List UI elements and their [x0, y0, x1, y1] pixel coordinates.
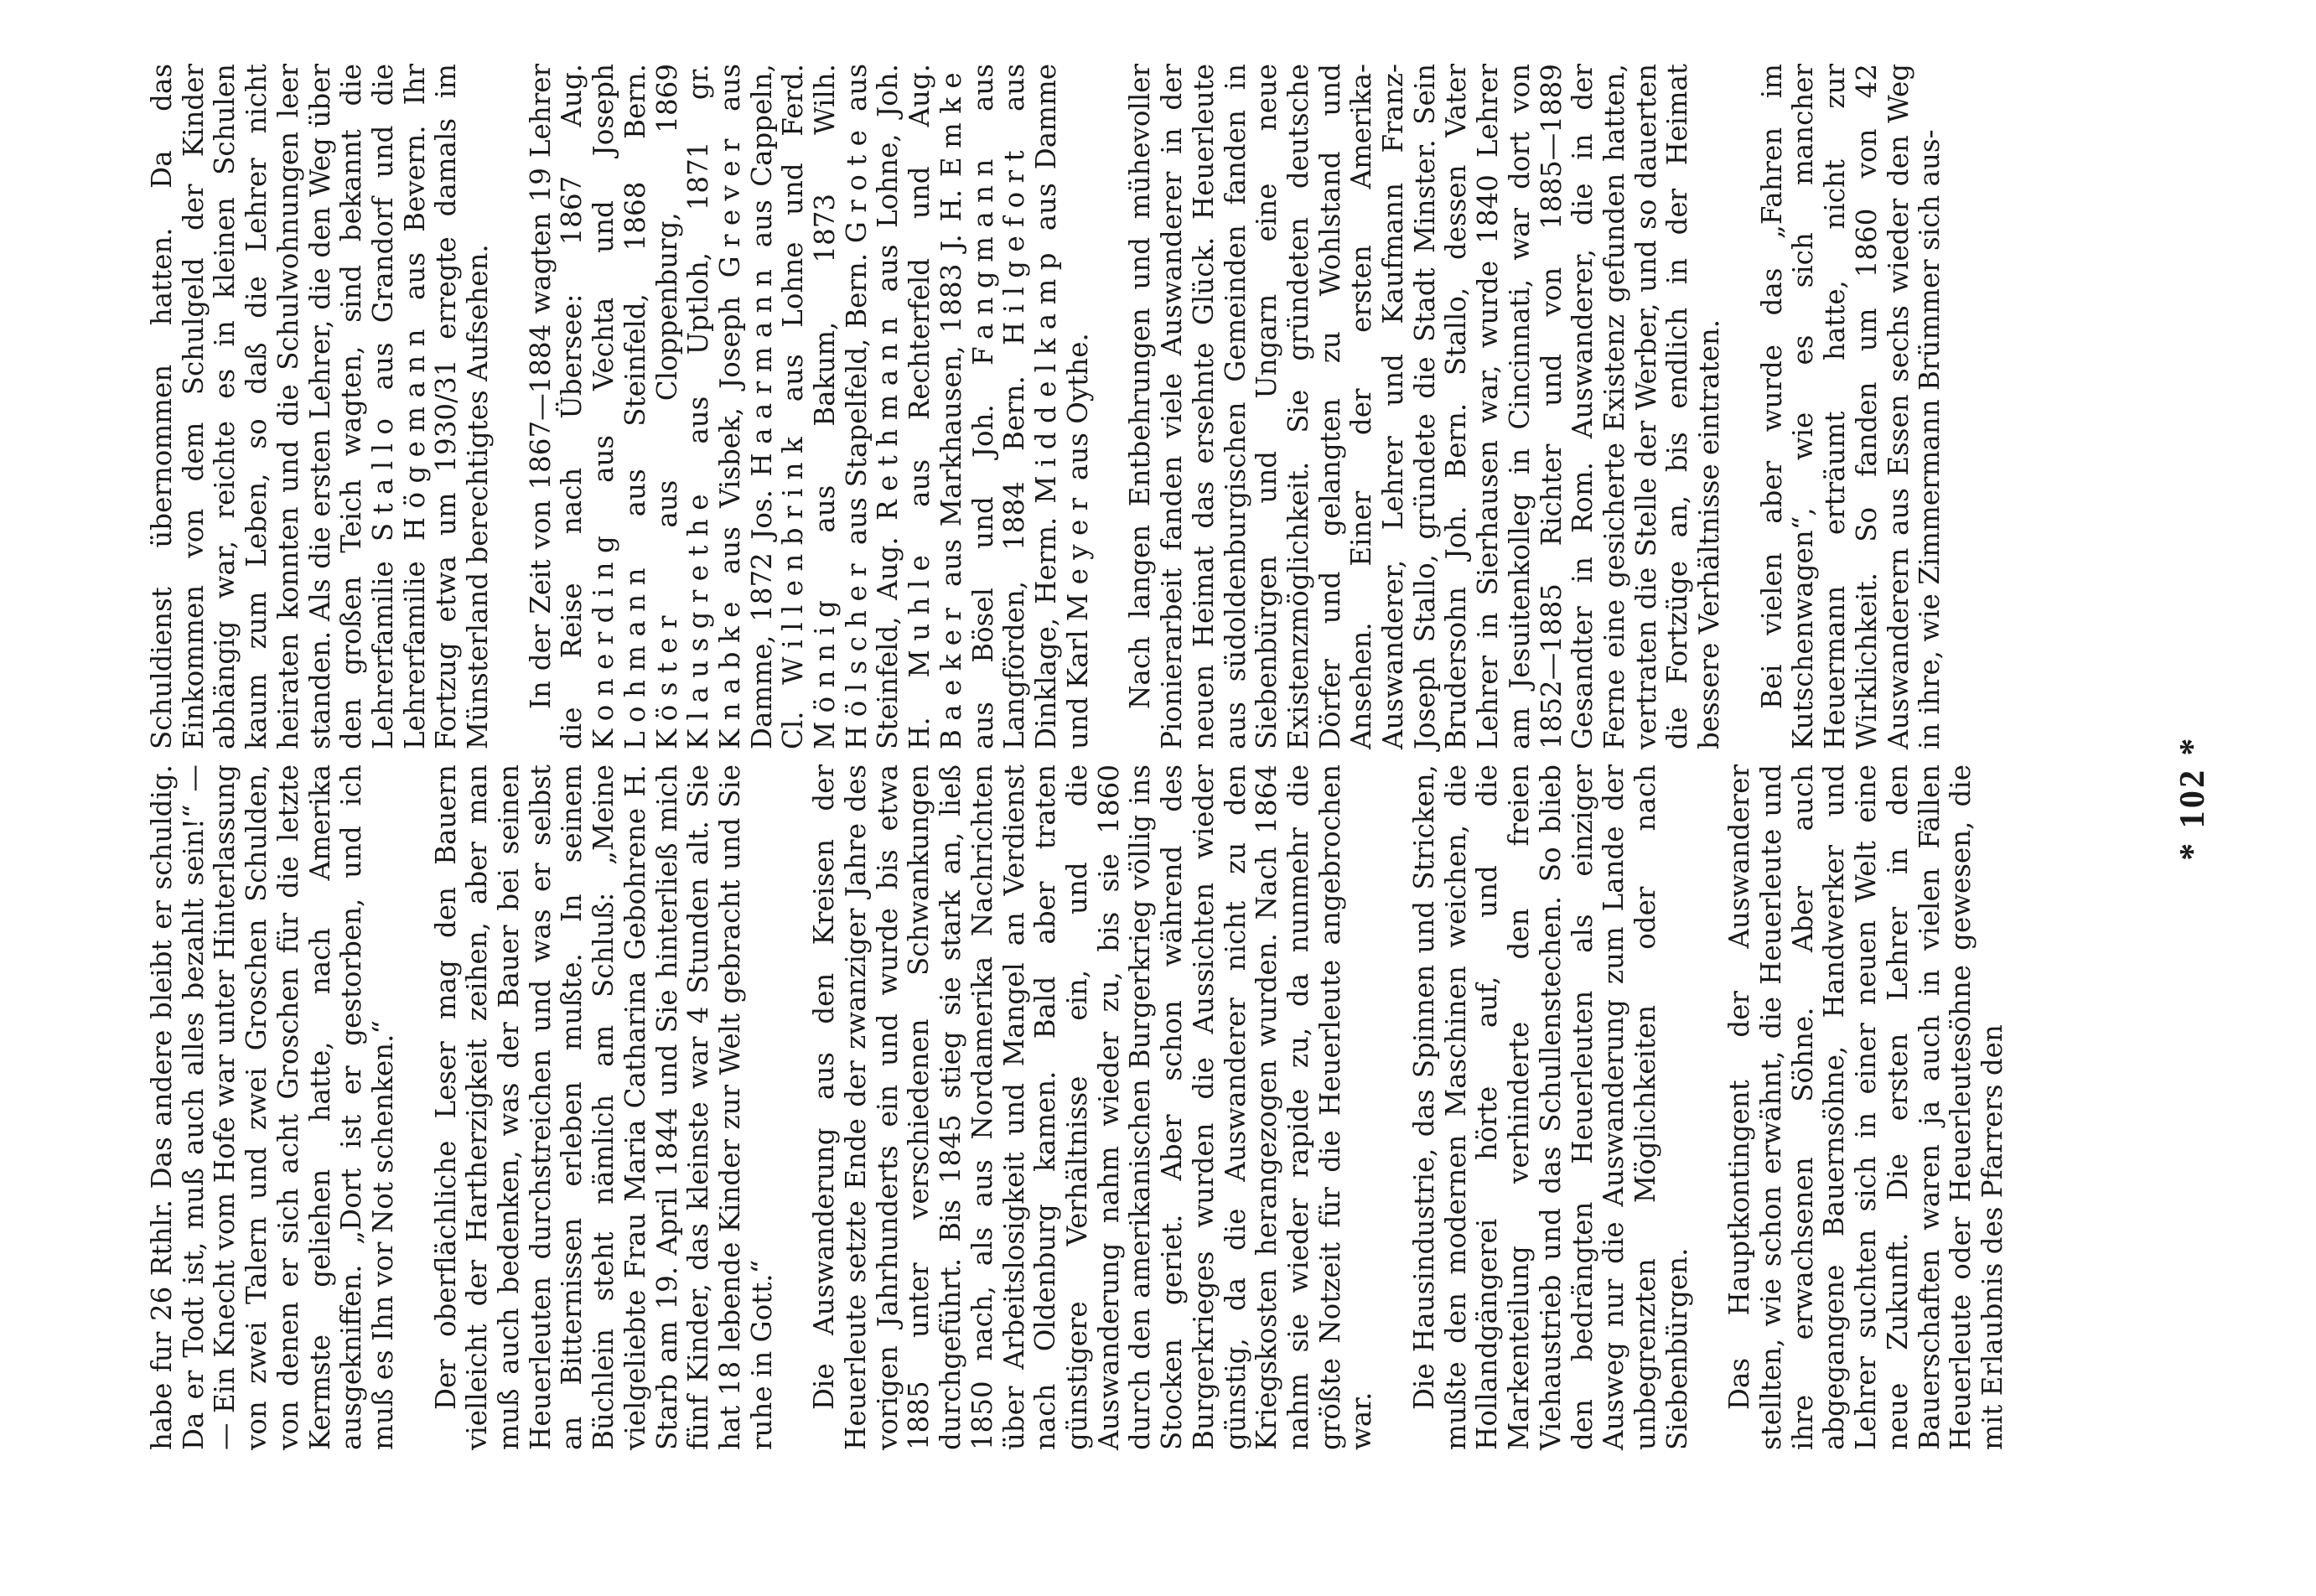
- spaced-name: Lohmann: [619, 559, 651, 749]
- spaced-name: Rethmann: [872, 308, 904, 521]
- text-run: aus Rechterfeld und Aug.: [904, 64, 936, 547]
- paragraph: [147, 64, 495, 749]
- text-run: aus Stapelfeld, Bern.: [840, 243, 873, 555]
- text-run: Schuldienst übernommen hatten. Da das Einkommen von dem Schulgeld der Kinder abhängig war, reichte es in kleinen Schulen kaum zum Leben, so daß die Lehrer nicht heiraten konnten und die Schulwohnungen leer standen. Als die ersten Lehrer, die den Weg über den großen Teich wagten, sind bekannt die Lehrerfamilie: [146, 64, 399, 749]
- paragraph: [1757, 64, 1946, 749]
- text-run: Nach langen Entbehrungen und mühevoller Pionierarbeit fanden viele Auswanderer in der neuen Heimat das ersehnte Glück. Heuerleute aus südoldenburgischen Gemeinden fanden in Siebenbürgen und Ungarn eine neue Existenzmöglichkeit. Sie gründeten deutsche Dörfer und gelangten zu Wohlstand und Ansehen. Einer der ersten Amerika-Auswanderer, Lehrer und Kaufmann Franz-Joseph Stallo, gründete die Stadt Minster. Sein Brudersohn Joh. Bern. Stallo, dessen Vater Lehrer in Sierhausen war, wurde 1840 Lehrer am Jesuitenkolleg in Cincinnati, war dort von 1852—1885 Richter und von 1885—1889 Gesandter in Rom. Auswanderer, die in der Ferne eine gesicherte Existenz gefunden hatten, vertraten die Stelle der Werber, und so dauerten die Fortzüge an, bis endlich in der Heimat bessere Verhältnisse eintraten.: [1124, 64, 1726, 749]
- text-run: aus Markhausen, 1883 J. H.: [935, 177, 967, 599]
- text-run: aus Cloppenburg, 1869: [650, 64, 683, 608]
- text-run: aus Langförden, 1884 Bern.: [966, 64, 1031, 749]
- text-run: aus Lohne, Joh. H.: [872, 63, 936, 749]
- text-run: aus Vechta und Joseph: [588, 64, 620, 527]
- text-run: aus Damme und Karl: [1029, 63, 1094, 749]
- text-run: Das Hauptkontingent der Auswanderer stellten, wie schon erwähnt, die Heuerleute und ihre erwachsenen Söhne. Aber auch abgegangene Bauernsöhne, Handwerker und Lehrer suchten sich in einer neuen Welt eine neue Zukunft. Die ersten Lehrer in den Bauerschaften waren ja auch in vielen Fällen Heuerleute oder Heuerleutesöhne gewesen, die mit Erlaubnis des Pfarrers den: [1723, 764, 2008, 1450]
- text-run: aus Uptloh, 1871 gr.: [682, 64, 715, 486]
- text-run: aus Oythe.: [1061, 333, 1094, 490]
- text-run: In der Zeit von 1867—1884 wagten 19 Lehrer die Reise nach Übersee: 1867 Aug.: [524, 64, 588, 749]
- spaced-name: Mönnig: [809, 591, 842, 749]
- spaced-name: Köster: [650, 607, 683, 749]
- spaced-name: Baeker: [935, 598, 967, 749]
- spaced-name: Knabke: [713, 593, 746, 749]
- spaced-name: Klausgrethe: [682, 485, 715, 749]
- spaced-name: Stallo: [366, 409, 399, 542]
- text-run: aus Lohne und Ferd.: [777, 64, 810, 428]
- spaced-name: Fangmann: [966, 150, 999, 365]
- text-run: Die Hausindustrie, das Spinnen und Stricken, mußte den modernen Maschinen weichen, die Hollandgängerei hörte auf, und die Markenteilung verhinderte den freien Viehaustrieb und das Schullenstechen. So blieb den bedrängten Heuerleuten als einziger Ausweg nur die Auswanderung zum Lande der unbegrenzten Möglichkeiten oder nach Siebenbürgen.: [1408, 764, 1693, 1450]
- paragraph: [1125, 64, 1725, 749]
- paragraph: [1409, 764, 1693, 1450]
- right-column: [147, 64, 1946, 749]
- left-column: [147, 764, 2009, 1450]
- paragraph: [147, 764, 400, 1450]
- spaced-name: Högemann: [398, 320, 431, 542]
- text-run: aus Steinfeld, Aug.: [840, 64, 904, 749]
- text-run: aus Steinfeld, 1868 Bern.: [619, 64, 651, 560]
- text-run: habe fur 26 Rthlr. Das andere bleibt er schuldig. Da er Todt ist, muß auch alles bezahlt sein!“ — — Ein Knecht vom Hofe war unter Hinterlassung von zwei Talern und zwei Groschen Schulden, von denen er sich acht Groschen für die letzte Kermste geliehen hatte, nach Amerika ausgekniffen. „Dort ist er gestorben, und ich muß es Ihn vor Not schenken.“: [146, 764, 399, 1450]
- text-run: aus Visbek, Joseph: [713, 277, 746, 593]
- paragraph: [809, 764, 1378, 1450]
- spaced-name: Muhle: [904, 546, 936, 678]
- spaced-name: Konerding: [588, 526, 620, 749]
- spaced-name: Grote: [840, 121, 873, 244]
- text-run: aus Damme, 1872 Jos.: [713, 64, 778, 749]
- text-run: aus Bevern. Ihr Fortzug etwa um 1930/31 erregte damals im Münsterland berechtigtes Aufsehen.: [398, 64, 495, 749]
- text-run: Die Auswanderung aus den Kreisen der Heuerleute setzte Ende der zwanziger Jahre des vorigen Jahrhunderts ein und wurde bis etwa 1885 unter verschiedenen Schwankungen durchgeführt. Bis 1845 stieg sie stark an, ließ 1850 nach, als aus Nordamerika Nachrichten über Arbeitslosigkeit und Mangel an Verdienst nach Oldenburg kamen. Bald aber traten günstigere Verhältnisse ein, und die Auswanderung nahm wieder zu, bis sie 1860 durch den amerikanischen Burgerkrieg völlig ins Stocken geriet. Aber schon während des Burgerkrieges wurden die Aussichten wieder günstig, da die Auswanderer nicht zu den Kriegskosten herangezogen wurden. Nach 1864 nahm sie wieder rapide zu, da nunmehr die größte Notzeit für die Heuerleute angebrochen war.: [808, 764, 1378, 1450]
- spaced-name: Hilgefort: [998, 142, 1031, 346]
- spaced-name: Willenbrink: [777, 428, 810, 685]
- page-number: * 102 *: [2174, 735, 2212, 861]
- text-run: aus Grandorf und die Lehrerfamilie: [366, 64, 431, 749]
- text-run: aus Dinklage, Herm.: [998, 64, 1062, 749]
- spaced-name: Hölscher: [840, 554, 873, 749]
- text-run: Bei vielen aber wurde das „Fahren im Kutschenwagen“, wie es sich mancher Heuermann erträumt hatte, nicht zur Wirklichkeit. So fanden um 1860 von 42 Auswanderern aus Essen sechs wieder den Weg in ihre, wie Zimmermann Brümmer sich aus-: [1755, 64, 1946, 749]
- spaced-name: Meyer: [1061, 489, 1094, 622]
- spaced-name: Grever: [713, 130, 746, 278]
- text-run: aus Cappeln, Cl.: [745, 64, 810, 749]
- text-run: aus Bakum, 1873 Wilh.: [809, 64, 842, 592]
- spaced-name: Haarmann: [745, 260, 778, 477]
- paragraph: [431, 764, 779, 1450]
- spaced-name: Middelkamp: [1029, 244, 1062, 504]
- text-run: Der oberflächliche Leser mag den Bauern vielleicht der Hartherzigkeit zeihen, aber man muß auch bedenken, was der Bauer bei seinen Heuerleuten durchstreichen und was er selbst an Bitternissen erleben mußte. In seinem Büchlein steht nämlich am Schluß: „Meine vielgeliebte Frau Maria Catharina Gebohrene H. Starb am 19. April 1844 und Sie hinterließ mich fünf Kinder, das kleinste war 4 Stunden alt. Sie hat 18 lebende Kinder zur Welt gebracht und Sie ruhe in Gott.“: [429, 764, 778, 1450]
- text-run: aus Bösel und Joh.: [966, 365, 999, 749]
- paragraph: [526, 64, 1095, 749]
- spaced-name: Emke: [935, 64, 967, 178]
- paragraph: [1724, 764, 2008, 1450]
